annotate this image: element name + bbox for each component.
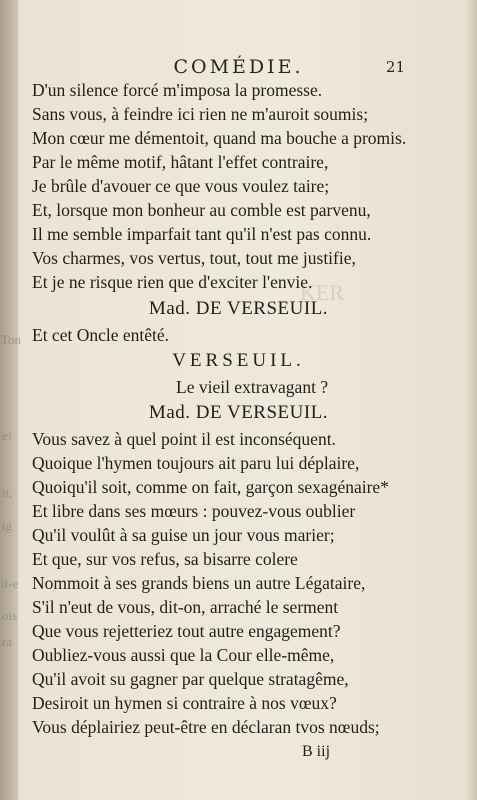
verse-line: Qu'il avoit su gagner par quelque stratagême, — [32, 669, 349, 689]
page-header — [0, 56, 477, 80]
verse-line: Desiroit un hymen si contraire à nos vœux? — [32, 693, 337, 713]
page-edge — [467, 0, 477, 800]
verse-line: S'il n'eut de vous, dit-on, arraché le serment — [32, 597, 339, 617]
verse-line: Et cet Oncle entêté. — [32, 325, 170, 345]
verse-line: Oubliez-vous aussi que la Cour elle-même, — [32, 645, 335, 665]
verse-line: Nommoit à ses grands biens un autre Légataire, — [32, 573, 366, 593]
signature-mark: B iij — [302, 743, 331, 760]
margin-bleed-4: ig — [2, 518, 13, 533]
page-number: 21 — [385, 58, 405, 76]
verse-line: Quoique l'hymen toujours ait paru lui déplaire, — [32, 453, 360, 473]
verse-line: Que vous rejetteriez tout autre engagement? — [32, 621, 341, 641]
verse-line: Vous déplairiez peut-être en déclaran tvos nœuds; — [32, 717, 380, 737]
running-title: COMÉDIE. — [173, 56, 304, 78]
verse-line: Et, lorsque mon bonheur au comble est parvenu, — [32, 200, 371, 220]
verse-line: Mon cœur me démentoit, quand ma bouche a promis. — [32, 128, 407, 148]
verse-line: Qu'il voulût à sa guise un jour vous marier; — [32, 525, 335, 545]
margin-bleed-3: it, — [2, 485, 13, 500]
verse-line: Je brûle d'avouer ce que vous voulez taire; — [32, 176, 330, 196]
margin-bleed-1: Ton — [1, 332, 22, 347]
binding-gutter — [0, 0, 18, 800]
verse-line: Et que, sur vos refus, sa bisarre colere — [32, 549, 298, 569]
verse-line: Quoiqu'il soit, comme on fait, garçon sexagénaire* — [32, 477, 389, 497]
verse-line-indented: Le vieil extravagant ? — [176, 377, 329, 397]
verse-line: Et je ne risque rien que d'exciter l'envie. — [32, 272, 313, 292]
verse-line: Et libre dans ses mœurs : pouvez-vous oublier — [32, 501, 356, 521]
margin-bleed-5: it-e — [1, 576, 19, 591]
verse-line: D'un silence forcé m'imposa la promesse. — [32, 80, 323, 100]
speaker-heading: VERSEUIL. — [172, 350, 305, 371]
speaker-heading: Mad. DE VERSEUIL. — [148, 298, 329, 319]
verse-line: Vous savez à quel point il est inconséquent. — [32, 429, 336, 449]
verse-line: Il me semble imparfait tant qu'il n'est pas connu. — [32, 224, 372, 244]
showthrough-text: KER — [300, 280, 344, 305]
margin-bleed-2: e! — [2, 428, 13, 443]
margin-bleed-6: ois — [2, 608, 18, 623]
margin-bleed-7: ra — [2, 634, 13, 649]
verse-line: Par le même motif, hâtant l'effet contraire, — [32, 152, 329, 172]
speaker-heading: Mad. DE VERSEUIL. — [148, 402, 329, 423]
verse-line: Sans vous, à feindre ici rien ne m'auroit soumis; — [32, 104, 369, 124]
verse-line: Vos charmes, vos vertus, tout, tout me justifie, — [32, 248, 356, 268]
